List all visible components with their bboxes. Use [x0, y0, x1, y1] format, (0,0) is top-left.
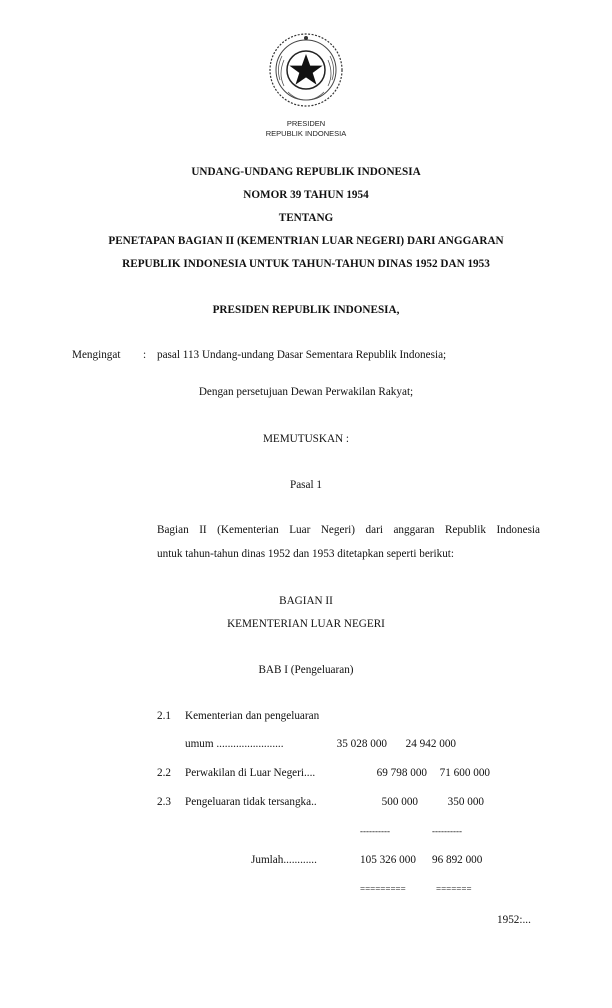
item-label: Kementerian dan pengeluaran: [185, 710, 320, 722]
bagian-title: BAGIAN II: [279, 595, 333, 607]
subtotal-separator-1952: ----------: [360, 826, 390, 836]
persetujuan-text: Dengan persetujuan Dewan Perwakilan Rakyat;: [198, 386, 414, 398]
total-label: Jumlah............: [251, 854, 317, 866]
memutuskan-text: MEMUTUSKAN :: [262, 433, 350, 445]
seal-caption-line1: PRESIDEN: [286, 119, 326, 128]
item-value-1952: 69 798 000: [376, 767, 427, 779]
subtotal-separator-1953: ----------: [432, 826, 462, 836]
body-line1: Bagian II (Kementerian Luar Negeri) dari anggaran Republik Indonesia: [157, 524, 540, 536]
item-label: Perwakilan di Luar Negeri....: [185, 767, 316, 779]
bagian-subtitle: KEMENTERIAN LUAR NEGERI: [227, 618, 385, 630]
item-number: 2.1: [157, 710, 171, 722]
item-label: umum ........................: [185, 738, 284, 750]
item-label: Pengeluaran tidak tersangka..: [185, 796, 317, 808]
total-value-1953: 96 892 000: [432, 854, 483, 866]
item-value-1952: 35 028 000: [336, 738, 387, 750]
total-value-1952: 105 326 000: [360, 854, 416, 866]
mengingat-label: Mengingat: [72, 349, 121, 361]
heading-subject-line2: REPUBLIK INDONESIA UNTUK TAHUN-TAHUN DINAS 1952 DAN 1953: [122, 258, 490, 270]
heading-subject-line1: PENETAPAN BAGIAN II (KEMENTRIAN LUAR NEGERI) DARI ANGGARAN: [108, 235, 504, 247]
total-double-rule-1953: =======: [436, 884, 472, 894]
body-line2: untuk tahun-tahun dinas 1952 dan 1953 ditetapkan seperti berikut:: [157, 548, 455, 560]
heading-title: UNDANG-UNDANG REPUBLIK INDONESIA: [191, 166, 421, 178]
total-double-rule-1952: =========: [360, 884, 406, 894]
seal-caption-line2: REPUBLIK INDONESIA: [265, 129, 347, 138]
item-number: 2.3: [157, 796, 171, 808]
presidential-seal: [266, 30, 346, 110]
item-value-1952: 500 000: [381, 796, 418, 808]
item-value-1953: 24 942 000: [405, 738, 456, 750]
pasal-heading: Pasal 1: [289, 479, 322, 491]
page-continuation: 1952:...: [497, 914, 531, 926]
item-value-1953: 350 000: [447, 796, 484, 808]
heading-tentang: TENTANG: [278, 212, 334, 224]
mengingat-text: pasal 113 Undang-undang Dasar Sementara Republik Indonesia;: [157, 349, 447, 361]
president-title: PRESIDEN REPUBLIK INDONESIA,: [212, 304, 400, 316]
bab-heading: BAB I (Pengeluaran): [258, 664, 354, 676]
item-number: 2.2: [157, 767, 171, 779]
heading-number: NOMOR 39 TAHUN 1954: [243, 189, 369, 201]
mengingat-colon: :: [143, 349, 147, 361]
seal-emblem-icon: [266, 30, 346, 110]
item-value-1953: 71 600 000: [439, 767, 490, 779]
